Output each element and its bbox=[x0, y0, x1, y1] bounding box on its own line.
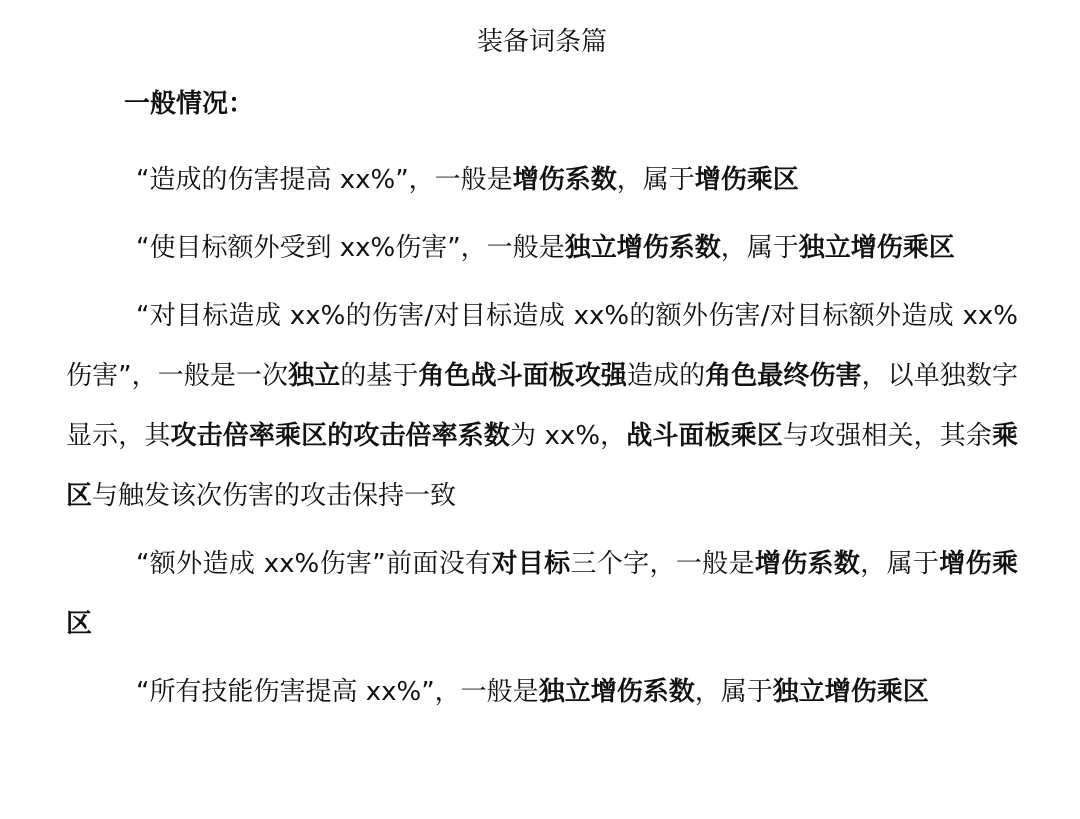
bold-term: 独立增伤乘区 bbox=[772, 677, 929, 707]
paragraph-all-skill-damage bbox=[66, 662, 1018, 722]
text-segment: ，以单独数字显示，其 bbox=[66, 361, 1018, 451]
bold-term: 独立 bbox=[288, 361, 341, 391]
bold-term: 独立增伤系数 bbox=[538, 677, 695, 707]
paragraph-extra-damage bbox=[66, 534, 1018, 654]
bold-term: 独立增伤乘区 bbox=[798, 233, 955, 263]
text-segment: “所有技能伤害提高 xx%”，一般是 bbox=[136, 677, 539, 707]
bold-term: 增伤系数 bbox=[754, 549, 861, 579]
text-segment: 的基于 bbox=[340, 361, 419, 391]
paragraph-extra-damage-taken bbox=[66, 218, 1018, 278]
bold-term: 战斗面板乘区 bbox=[626, 421, 783, 451]
text-segment: ，属于 bbox=[860, 549, 940, 579]
bold-term: 攻击倍率乘区的攻击倍率系数 bbox=[170, 421, 511, 451]
section-heading: 一般情况： bbox=[124, 89, 255, 119]
text-segment: 三个字，一般是 bbox=[570, 549, 755, 579]
text-segment: 造成的 bbox=[626, 361, 706, 391]
paragraph-deal-damage-to-target bbox=[66, 286, 1018, 526]
bold-term: 增伤系数 bbox=[512, 165, 617, 195]
text-segment: “使目标额外受到 xx%伤害”，一般是 bbox=[136, 233, 565, 263]
bold-term: 角色最终伤害 bbox=[705, 361, 862, 391]
text-segment: “对目标造成 xx%的伤害/对目标造成 xx%的额外伤害/对目标额外造成 xx%伤害”，一般是一次 bbox=[66, 301, 1018, 391]
text-segment: 与攻强相关，其余 bbox=[783, 421, 992, 451]
bold-term: 独立增伤系数 bbox=[564, 233, 721, 263]
text-segment: 与触发该次伤害的攻击保持一致 bbox=[92, 481, 457, 511]
bold-term: 乘区 bbox=[66, 421, 1018, 511]
text-segment: “额外造成 xx%伤害”前面没有 bbox=[136, 549, 492, 579]
text-segment: ，属于 bbox=[694, 677, 773, 707]
text-segment: 为 xx%， bbox=[510, 421, 627, 451]
paragraph-damage-increase bbox=[66, 150, 1018, 210]
bold-term: 角色战斗面板攻强 bbox=[418, 361, 627, 391]
text-segment: ，属于 bbox=[616, 165, 695, 195]
bold-term: 增伤乘区 bbox=[66, 549, 1018, 639]
bold-term: 增伤乘区 bbox=[694, 165, 799, 195]
text-segment: “造成的伤害提高 xx%”，一般是 bbox=[136, 165, 513, 195]
document-title: 装备词条篇 bbox=[476, 27, 607, 57]
text-segment: ，属于 bbox=[720, 233, 799, 263]
bold-term: 对目标 bbox=[491, 549, 571, 579]
